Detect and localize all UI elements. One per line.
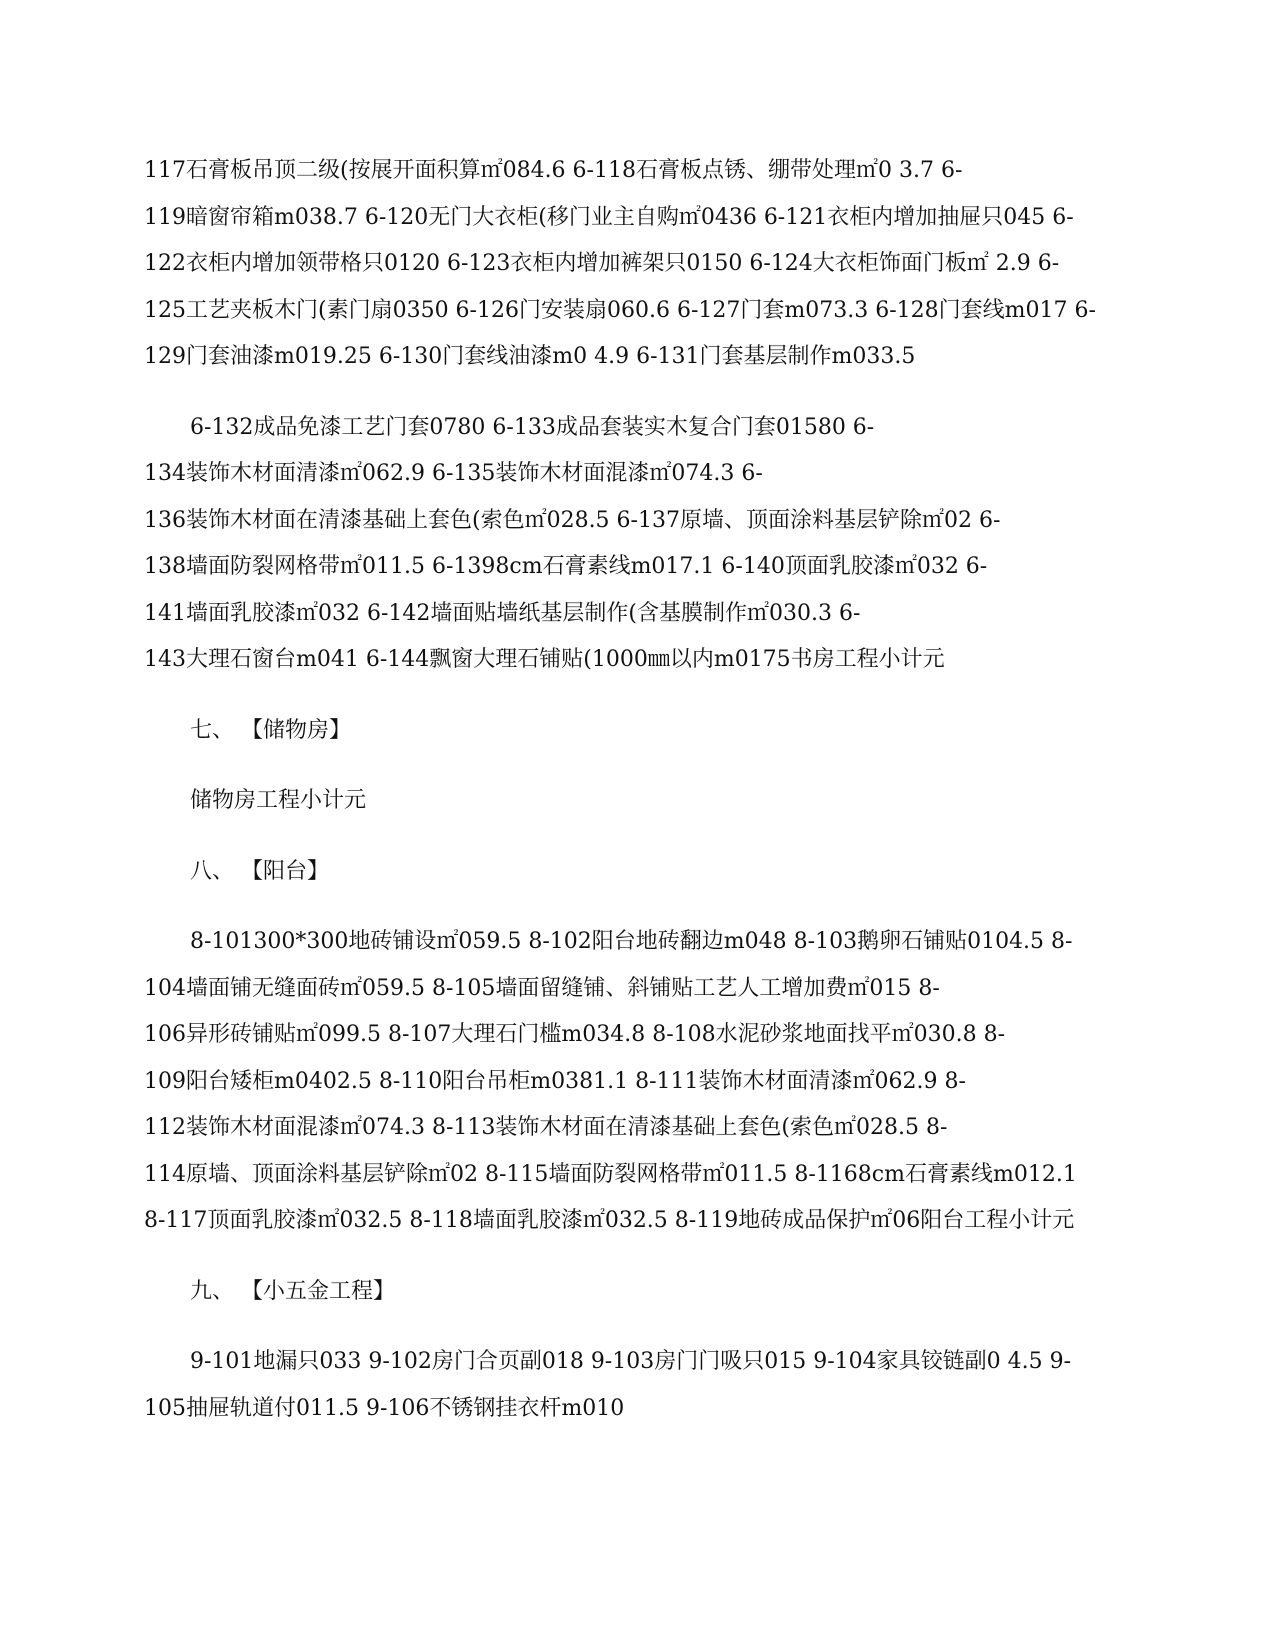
paragraph-gap — [144, 1315, 1134, 1339]
paragraph-gap — [144, 381, 1134, 405]
text-line: 114原墙、顶面涂料基层铲除㎡02 8-115墙面防裂网格带㎡011.5 8-1168cm石膏素线m012.1 — [144, 1161, 1077, 1187]
text-line: 125工艺夹板木门(素门扇0350 6-126门安装扇060.6 6-127门套m073.3 6-128门套线m017 6- — [144, 297, 1096, 323]
paragraph-gap — [144, 895, 1134, 919]
paragraph-item-list-6-117 — [144, 148, 1134, 381]
paragraph-gap — [144, 684, 1134, 708]
section-heading-storage-room: 七、 【储物房】 — [190, 717, 351, 743]
text-line: 112装饰木材面混漆㎡074.3 8-113装饰木材面在清漆基础上套色(索色㎡028.5 8- — [144, 1115, 948, 1140]
text-line: 117石膏板吊顶二级(按展开面积算㎡084.6 6-118石膏板点锈、绷带处理㎡0 3.7 6- — [144, 158, 963, 183]
section-heading-balcony: 八、 【阳台】 — [190, 858, 329, 884]
paragraph-item-list-6-132 — [144, 405, 1134, 684]
text-line: 138墙面防裂网格带㎡011.5 6-1398cm石膏素线m017.1 6-140顶面乳胶漆㎡032 6- — [144, 554, 988, 579]
text-line: 8-117顶面乳胶漆㎡032.5 8-118墙面乳胶漆㎡032.5 8-119地砖成品保护㎡06阳台工程小计元 — [144, 1208, 1075, 1233]
text-line: 136装饰木材面在清漆基础上套色(索色㎡028.5 6-137原墙、顶面涂料基层铲除㎡02 6- — [144, 507, 1001, 533]
paragraph-gap — [144, 1245, 1134, 1269]
text-line: 106异形砖铺贴㎡099.5 8-107大理石门槛m034.8 8-108水泥砂浆地面找平㎡030.8 8- — [144, 1022, 1006, 1047]
text-line: 122衣柜内增加领带格只0120 6-123衣柜内增加裤架只0150 6-124大衣柜饰面门板㎡ 2.9 6- — [144, 251, 1060, 276]
text-line: 105抽屉轨道付011.5 9-106不锈钢挂衣杆m010 — [144, 1395, 625, 1421]
document-page — [144, 148, 1134, 1432]
paragraph-gap — [144, 825, 1134, 849]
text-line: 104墙面铺无缝面砖㎡059.5 8-105墙面留缝铺、斜铺贴工艺人工增加费㎡015 8- — [144, 975, 940, 1001]
text-line: 119暗窗帘箱m038.7 6-120无门大衣柜(移门业主自购㎡0436 6-121衣柜内增加抽屉只045 6- — [144, 204, 1074, 230]
section-heading-small-hardware: 九、 【小五金工程】 — [190, 1278, 395, 1304]
text-line: 8-101300*300地砖铺设㎡059.5 8-102阳台地砖翻边m048 8-103鹅卵石铺贴0104.5 8- — [190, 929, 1073, 954]
storage-room-subtotal: 储物房工程小计元 — [190, 788, 367, 813]
text-line: 141墙面乳胶漆㎡032 6-142墙面贴墙纸基层制作(含基膜制作㎡030.3 6- — [144, 600, 861, 626]
text-line: 6-132成品免漆工艺门套0780 6-133成品套装实木复合门套01580 6- — [190, 414, 875, 440]
paragraph-item-list-9-101 — [144, 1339, 1134, 1432]
text-line: 109阳台矮柜m0402.5 8-110阳台吊柜m0381.1 8-111装饰木材面清漆㎡062.9 8- — [144, 1068, 966, 1094]
text-line: 134装饰木材面清漆㎡062.9 6-135装饰木材面混漆㎡074.3 6- — [144, 461, 763, 486]
text-line: 143大理石窗台m041 6-144飘窗大理石铺贴(1000㎜以内m0175书房工程小计元 — [144, 647, 945, 672]
paragraph-item-list-8-101 — [144, 919, 1134, 1245]
text-line: 9-101地漏只033 9-102房门合页副018 9-103房门门吸只015 9-104家具铰链副0 4.5 9- — [190, 1349, 1072, 1374]
text-line: 129门套油漆m019.25 6-130门套线油漆m0 4.9 6-131门套基层制作m033.5 — [144, 344, 916, 369]
paragraph-gap — [144, 754, 1134, 778]
